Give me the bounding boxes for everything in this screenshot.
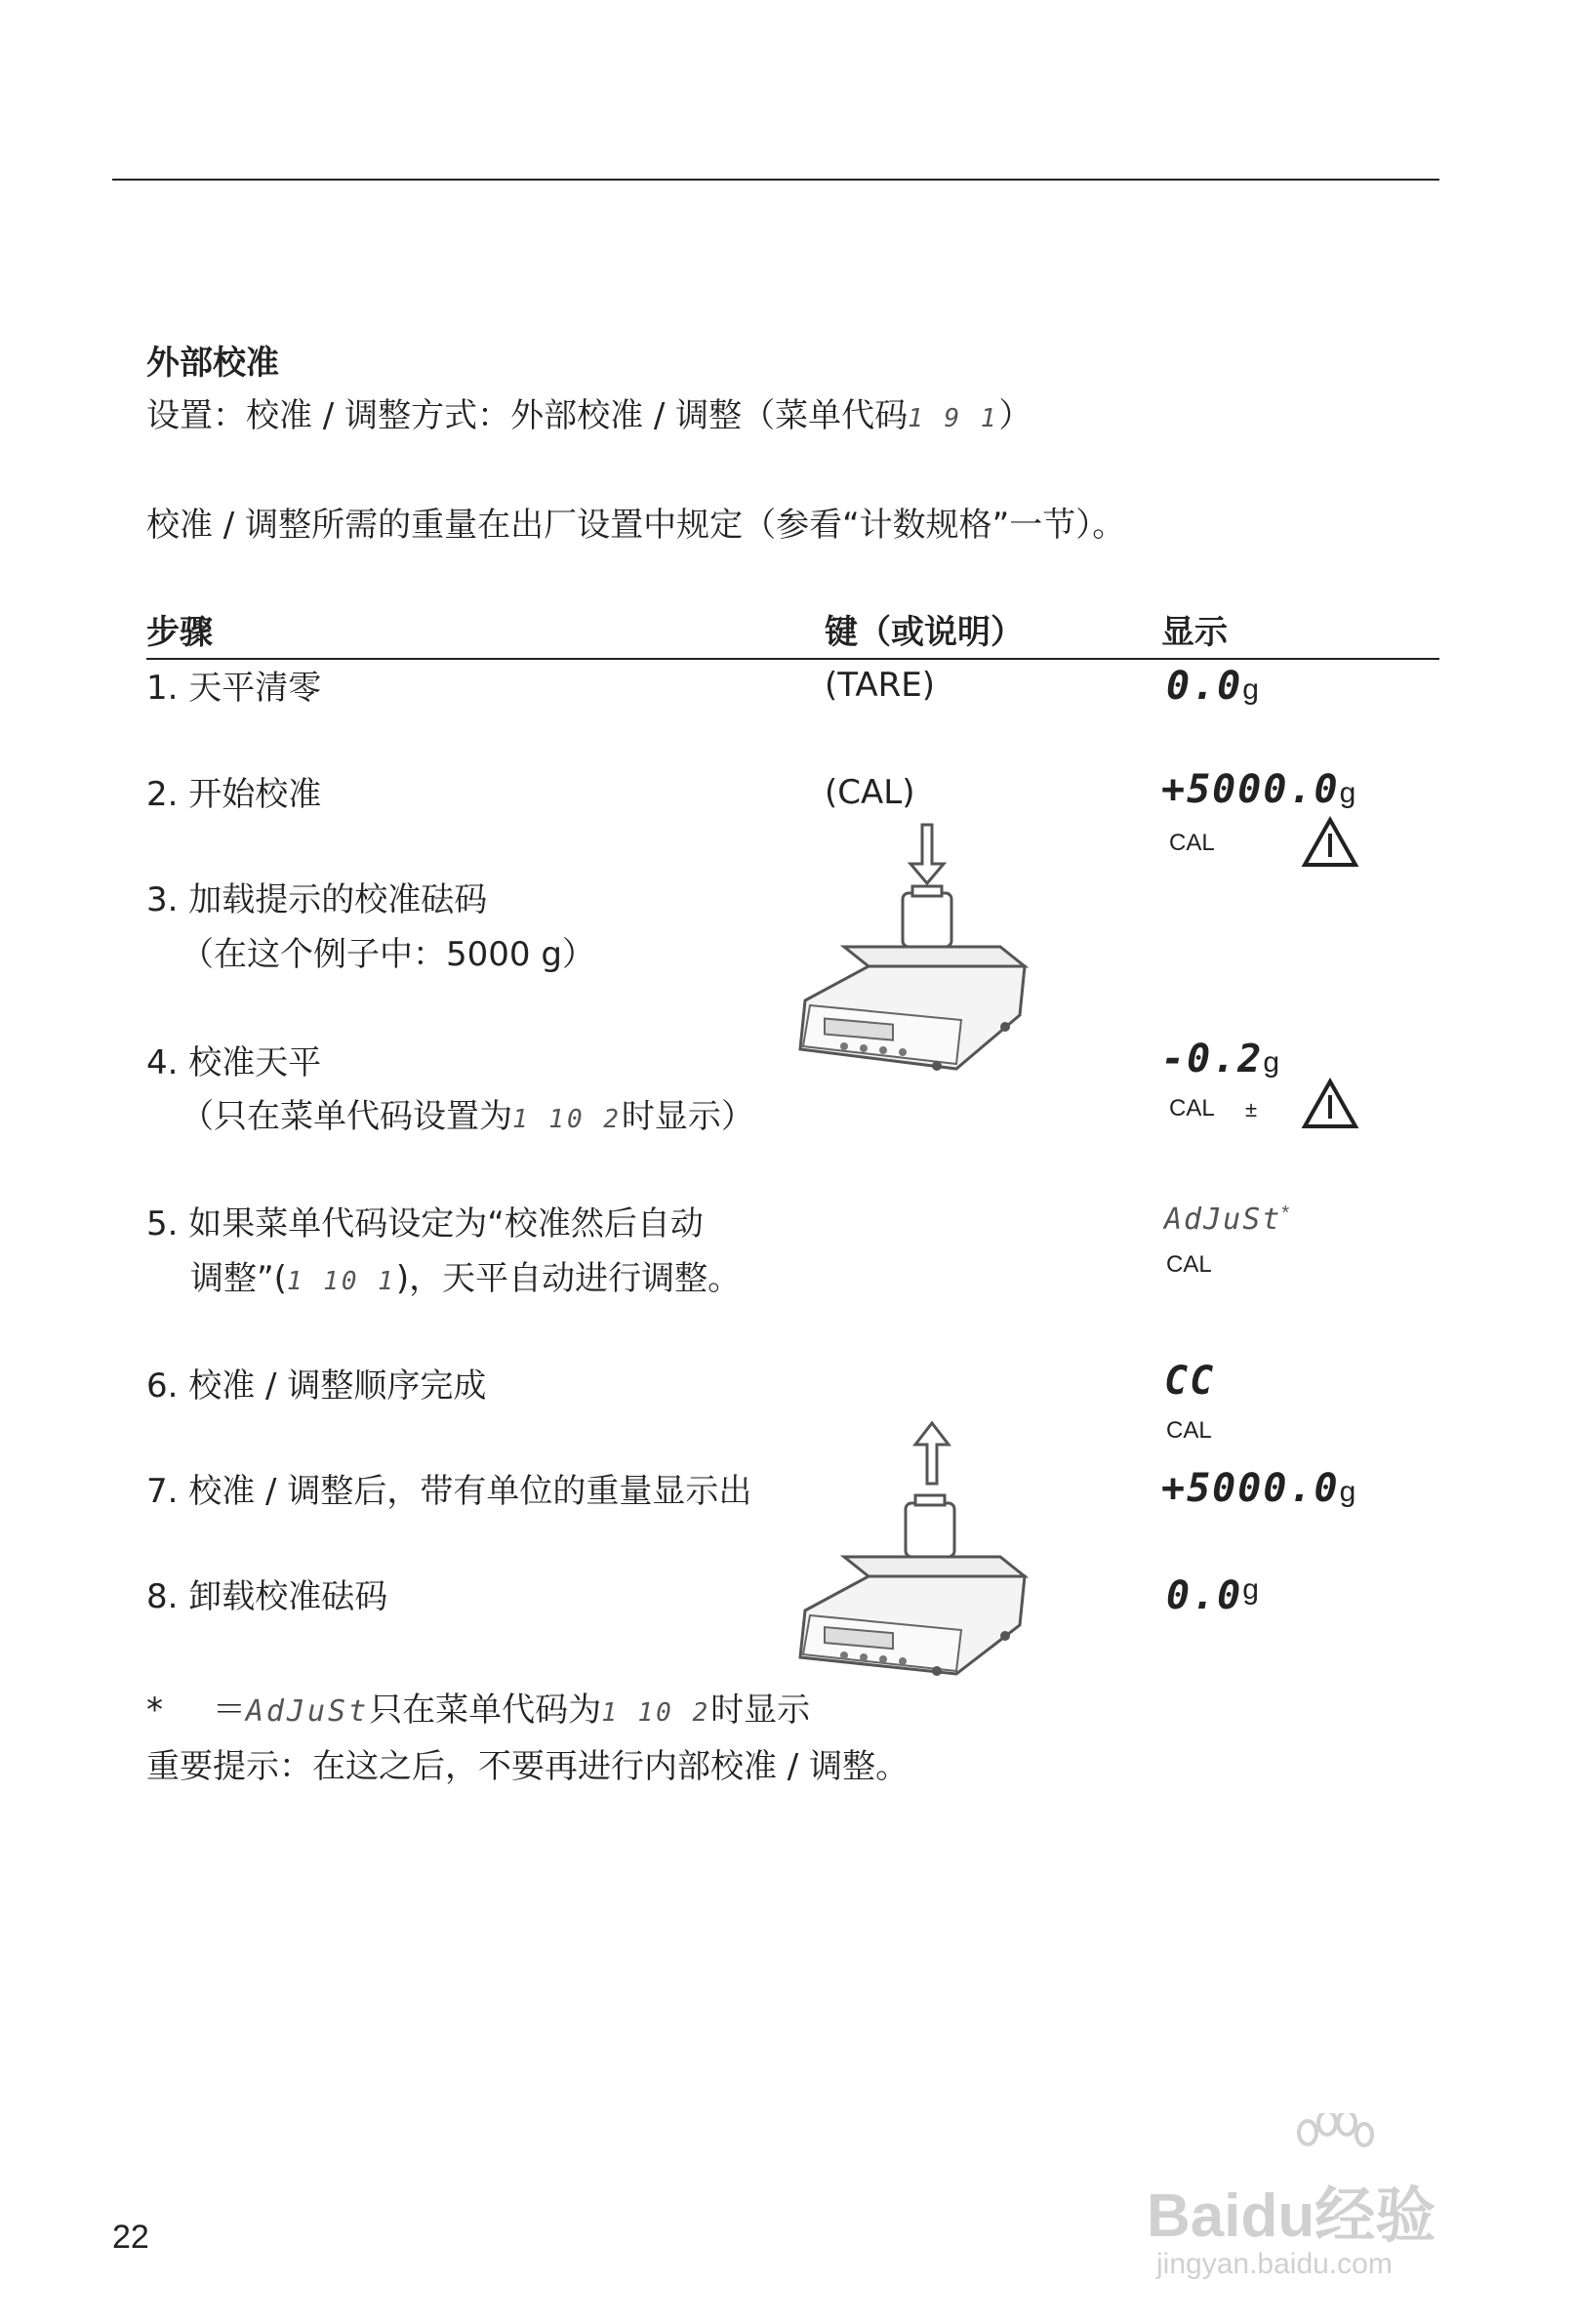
detail-prefix: （只在菜单代码设置为 — [181, 1097, 512, 1136]
lcd-unit: g — [1242, 673, 1261, 706]
footnote-eq: ＝ — [212, 1691, 246, 1730]
footnote — [146, 1689, 810, 1734]
footnote-lcd: AdJuSt — [245, 1694, 370, 1729]
lcd-value: 0.0 — [1166, 1573, 1243, 1618]
lcd-value: AdJuSt — [1164, 1203, 1282, 1237]
balance-illustration-load — [786, 820, 1030, 1074]
step-4-detail — [181, 1095, 754, 1141]
watermark-brand — [1147, 2167, 1435, 2254]
setting-line — [146, 394, 1031, 440]
menu-code: 1 10 2 — [512, 1105, 622, 1134]
top-rule — [112, 179, 1439, 181]
brand-cn: 经验 — [1314, 2182, 1436, 2250]
lcd-value: +5000.0 — [1161, 767, 1340, 812]
menu-code: 1 10 1 — [286, 1267, 396, 1296]
up-arrow-icon — [915, 1423, 949, 1484]
baidu-watermark — [1147, 2113, 1537, 2289]
step-5-display — [1164, 1203, 1291, 1237]
step-8-display — [1166, 1573, 1261, 1618]
header-rule — [146, 658, 1439, 660]
setting-suffix: ） — [998, 396, 1032, 435]
step-6-cal-label: CAL — [1166, 1417, 1212, 1444]
menu-code: 1 10 2 — [601, 1698, 711, 1728]
step-1-display — [1166, 664, 1261, 709]
warning-triangle-icon — [1301, 816, 1359, 869]
brand-b: du — [1240, 2182, 1315, 2250]
lcd-unit: g — [1242, 1573, 1261, 1606]
step-5: 5. 如果菜单代码设定为“校准然后自动 — [146, 1204, 704, 1244]
warning-triangle-icon — [1301, 1078, 1359, 1130]
lcd-unit: g — [1339, 777, 1358, 809]
footnote-end: 时显示 — [710, 1691, 811, 1730]
lcd-unit: g — [1263, 1046, 1282, 1079]
detail-suffix: 时显示） — [621, 1097, 754, 1136]
step-4-display — [1161, 1037, 1281, 1081]
detail-suffix: )，天平自动进行调整。 — [395, 1259, 742, 1298]
footnote-star: * — [1281, 1203, 1292, 1224]
lcd-value: +5000.0 — [1161, 1466, 1340, 1511]
section-title: 外部校准 — [146, 344, 279, 383]
step-1: 1. 天平清零 — [146, 669, 322, 708]
footnote-text: 只在菜单代码为 — [369, 1691, 602, 1730]
lcd-value: -0.2 — [1161, 1037, 1264, 1081]
step-8: 8. 卸载校准砝码 — [146, 1577, 388, 1616]
watermark-url: jingyan.baidu.com — [1156, 2248, 1393, 2280]
step-5-detail — [190, 1257, 741, 1303]
setting-code: 1 9 1 — [908, 404, 999, 433]
header-key: 键（或说明） — [825, 613, 1024, 652]
balance-illustration-unload — [790, 1415, 1034, 1679]
page-number: 22 — [112, 2219, 149, 2256]
step-6-display — [1164, 1359, 1215, 1404]
step-2: 2. 开始校准 — [146, 775, 322, 814]
step-2-display — [1161, 767, 1357, 812]
lcd-value: CC — [1164, 1359, 1216, 1404]
header-step: 步骤 — [146, 613, 213, 652]
step-6: 6. 校准 / 调整顺序完成 — [146, 1366, 487, 1406]
lcd-unit: g — [1339, 1476, 1358, 1508]
step-3-detail: （在这个例子中：5000 g） — [181, 935, 595, 974]
down-arrow-icon — [910, 825, 944, 883]
lcd-value: 0.0 — [1166, 664, 1243, 709]
header-display: 显示 — [1161, 613, 1228, 652]
step-2-cal-label: CAL — [1169, 830, 1215, 856]
setting-prefix: 设置：校准 / 调整方式：外部校准 / 调整（菜单代码 — [146, 396, 909, 435]
step-2-key: (CAL) — [825, 773, 915, 812]
step-4-plusminus: ± — [1245, 1097, 1258, 1121]
step-1-key: (TARE) — [825, 666, 936, 705]
footnote-star: * — [146, 1691, 163, 1730]
step-4-cal-label: CAL — [1169, 1095, 1215, 1121]
step-7: 7. 校准 / 调整后，带有单位的重量显示出 — [146, 1472, 752, 1511]
important-note: 重要提示：在这之后，不要再进行内部校准 / 调整。 — [146, 1747, 910, 1786]
step-4: 4. 校准天平 — [146, 1043, 322, 1082]
step-7-display — [1161, 1466, 1357, 1511]
brand-a: Bai — [1147, 2182, 1241, 2250]
section-note: 校准 / 调整所需的重量在出厂设置中规定（参看“计数规格”一节）。 — [146, 506, 1126, 545]
detail-prefix: 调整”( — [190, 1259, 287, 1298]
step-5-cal-label: CAL — [1166, 1251, 1212, 1278]
step-3: 3. 加载提示的校准砝码 — [146, 880, 488, 919]
